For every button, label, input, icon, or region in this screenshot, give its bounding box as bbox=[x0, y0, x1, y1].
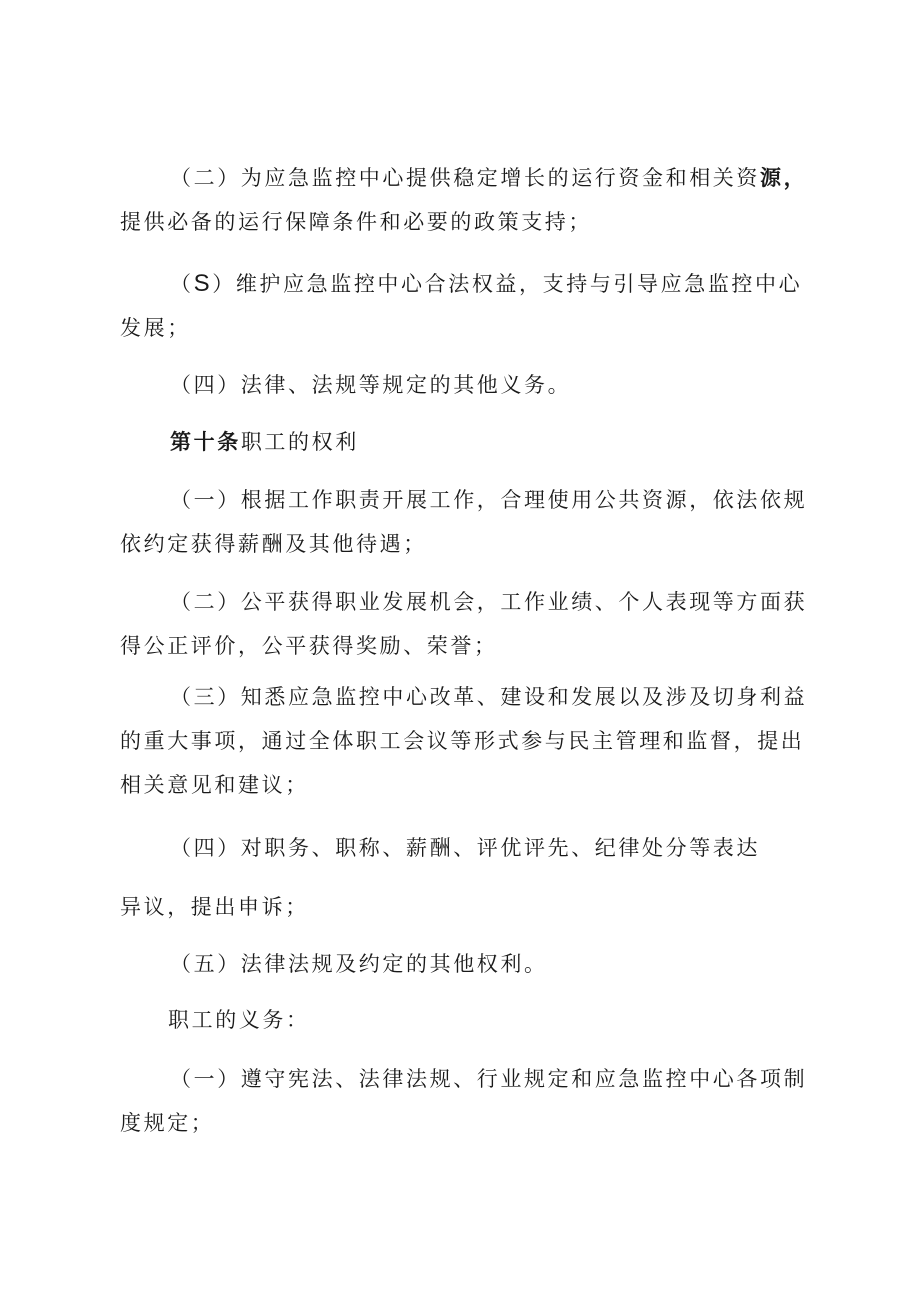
paragraph-rights-protection bbox=[120, 262, 810, 350]
paragraph-comply-laws bbox=[120, 1057, 810, 1145]
paragraph-work-compensation bbox=[120, 478, 810, 566]
text-run: ）维护应急监控中心合法权益，支持与引导应急监控中心发展； bbox=[120, 272, 803, 340]
paragraph-funding-support bbox=[120, 156, 810, 244]
paragraph-democratic-management bbox=[120, 675, 810, 807]
text-run: （二）为应急监控中心提供稳定增长的运行资金和相关资 bbox=[170, 166, 760, 190]
article-heading-employee-rights bbox=[120, 420, 810, 464]
heading-employee-obligations bbox=[120, 998, 810, 1042]
text-run: 异议，提出申诉； bbox=[120, 895, 309, 919]
text-run: 职工的义务： bbox=[168, 1008, 310, 1032]
text-run-latin: S bbox=[193, 270, 213, 297]
paragraph-other-rights bbox=[120, 942, 810, 986]
text-run: （三）知悉应急监控中心改革、建设和发展以及涉及切身利益的重大事项，通过全体职工会议等形式参与民主管理和监督，提出相关意见和建议； bbox=[120, 685, 808, 797]
paragraph-appeal-line2 bbox=[120, 885, 810, 929]
paragraph-appeal-line1 bbox=[120, 826, 810, 870]
paragraph-career-development bbox=[120, 580, 810, 668]
text-run: （ bbox=[170, 272, 194, 296]
text-run: 提供必备的运行保障条件和必要的政策支持； bbox=[120, 210, 592, 234]
article-title: 职工的权利 bbox=[240, 430, 359, 454]
article-number: 第十条 bbox=[170, 430, 241, 454]
text-run: （一）根据工作职责开展工作，合理使用公共资源，依法依规依约定获得薪酬及其他待遇； bbox=[120, 488, 808, 556]
text-run: （四）法律、法规等规定的其他义务。 bbox=[170, 373, 572, 397]
text-run-bold: 源， bbox=[760, 166, 808, 190]
paragraph-other-obligations bbox=[120, 363, 810, 407]
text-run: （二）公平获得职业发展机会，工作业绩、个人表现等方面获得公正评价，公平获得奖励、荣誉； bbox=[120, 590, 808, 658]
text-run: （四）对职务、职称、薪酬、评优评先、纪律处分等表达 bbox=[170, 836, 760, 860]
text-run: （五）法律法规及约定的其他权利。 bbox=[170, 952, 548, 976]
text-run: （一）遵守宪法、法律法规、行业规定和应急监控中心各项制度规定； bbox=[120, 1067, 808, 1135]
